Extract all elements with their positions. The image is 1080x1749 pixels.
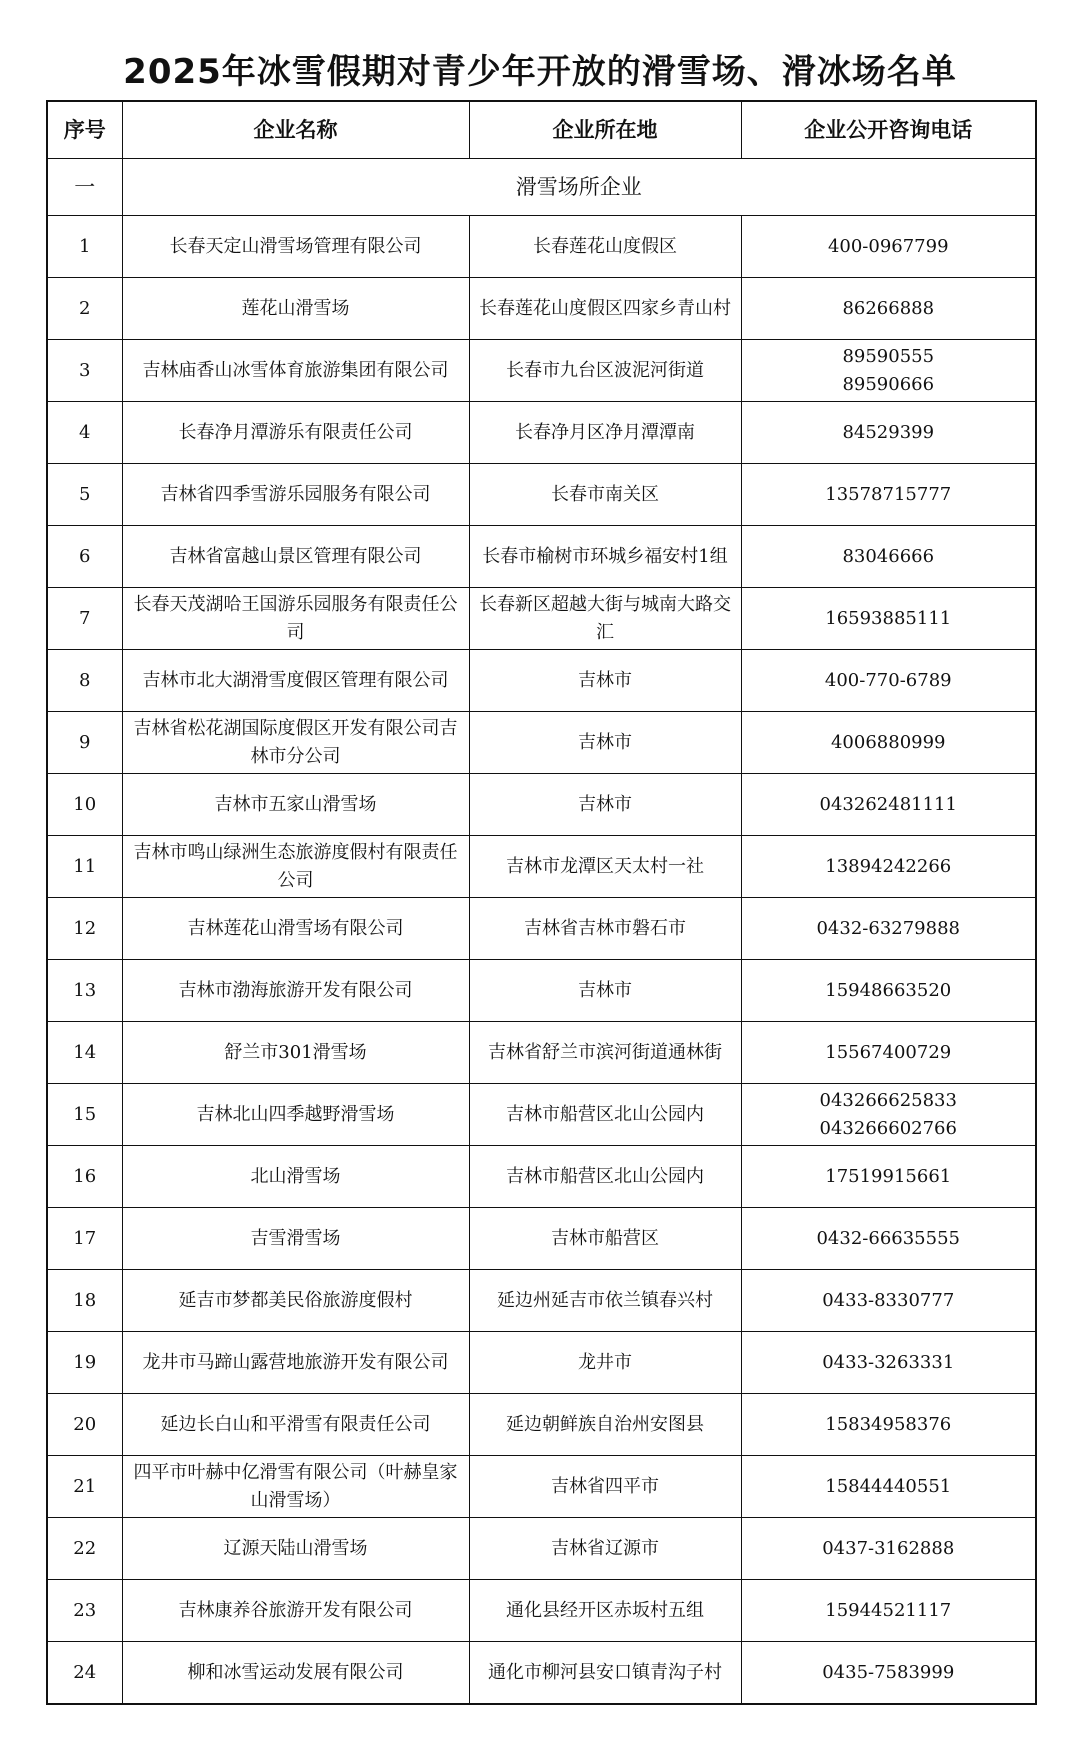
company-phone <box>741 526 1036 588</box>
company-name: 吉林康养谷旅游开发有限公司 <box>122 1580 469 1642</box>
row-index: 18 <box>47 1270 122 1332</box>
company-location: 吉林市龙潭区天太村一社 <box>469 836 741 898</box>
company-name: 吉林北山四季越野滑雪场 <box>122 1084 469 1146</box>
company-phone <box>741 650 1036 712</box>
row-index: 17 <box>47 1208 122 1270</box>
table-row <box>47 1084 1036 1146</box>
company-location: 吉林市 <box>469 960 741 1022</box>
table-row <box>47 1580 1036 1642</box>
table-row <box>47 1146 1036 1208</box>
company-name: 四平市叶赫中亿滑雪有限公司（叶赫皇家山滑雪场） <box>122 1456 469 1518</box>
row-index: 12 <box>47 898 122 960</box>
company-name: 莲花山滑雪场 <box>122 278 469 340</box>
phone-number: 16593885111 <box>825 607 952 629</box>
row-index: 13 <box>47 960 122 1022</box>
company-name: 长春天茂湖哈王国游乐园服务有限责任公司 <box>122 588 469 650</box>
row-index: 15 <box>47 1084 122 1146</box>
table-row <box>47 278 1036 340</box>
company-phone <box>741 464 1036 526</box>
company-location: 长春净月区净月潭潭南 <box>469 402 741 464</box>
company-location: 长春莲花山度假区 <box>469 216 741 278</box>
table-row <box>47 526 1036 588</box>
company-location: 吉林市 <box>469 712 741 774</box>
company-name: 延边长白山和平滑雪有限责任公司 <box>122 1394 469 1456</box>
phone-number: 0437-3162888 <box>822 1537 955 1559</box>
company-phone <box>741 1642 1036 1705</box>
company-name: 吉林市北大湖滑雪度假区管理有限公司 <box>122 650 469 712</box>
company-name: 吉林省富越山景区管理有限公司 <box>122 526 469 588</box>
row-index: 11 <box>47 836 122 898</box>
row-index: 6 <box>47 526 122 588</box>
company-location: 吉林省四平市 <box>469 1456 741 1518</box>
phone-number: 17519915661 <box>825 1165 952 1187</box>
phone-number: 84529399 <box>842 421 935 443</box>
table-row <box>47 898 1036 960</box>
row-index: 21 <box>47 1456 122 1518</box>
phone-number: 043262481111 <box>819 793 957 815</box>
company-phone <box>741 1332 1036 1394</box>
phone-number: 15944521117 <box>825 1599 952 1621</box>
phone-number: 15948663520 <box>825 979 952 1001</box>
row-index: 2 <box>47 278 122 340</box>
row-index: 20 <box>47 1394 122 1456</box>
company-location: 吉林市船营区北山公园内 <box>469 1146 741 1208</box>
company-phone <box>741 1456 1036 1518</box>
header-index: 序号 <box>47 101 122 159</box>
company-name: 吉林省松花湖国际度假区开发有限公司吉林市分公司 <box>122 712 469 774</box>
company-location: 长春市榆树市环城乡福安村1组 <box>469 526 741 588</box>
company-phone <box>741 402 1036 464</box>
company-location: 吉林省辽源市 <box>469 1518 741 1580</box>
section-label: 滑雪场所企业 <box>122 159 1036 216</box>
company-name: 吉林市鸣山绿洲生态旅游度假村有限责任公司 <box>122 836 469 898</box>
table-row <box>47 650 1036 712</box>
row-index: 3 <box>47 340 122 402</box>
company-name: 吉林庙香山冰雪体育旅游集团有限公司 <box>122 340 469 402</box>
company-phone <box>741 1022 1036 1084</box>
company-phone <box>741 774 1036 836</box>
phone-number: 0432-66635555 <box>816 1227 960 1249</box>
row-index: 5 <box>47 464 122 526</box>
company-location: 吉林省舒兰市滨河街道通林街 <box>469 1022 741 1084</box>
company-location: 长春新区超越大街与城南大路交汇 <box>469 588 741 650</box>
phone-number: 043266625833 <box>819 1089 957 1111</box>
table-row <box>47 836 1036 898</box>
row-index: 9 <box>47 712 122 774</box>
company-location: 通化市柳河县安口镇青沟子村 <box>469 1642 741 1705</box>
company-name: 吉雪滑雪场 <box>122 1208 469 1270</box>
company-name: 柳和冰雪运动发展有限公司 <box>122 1642 469 1705</box>
phone-number: 0435-7583999 <box>822 1661 955 1683</box>
company-phone <box>741 216 1036 278</box>
phone-number: 83046666 <box>842 545 935 567</box>
table-row <box>47 1022 1036 1084</box>
company-location: 长春莲花山度假区四家乡青山村 <box>469 278 741 340</box>
table-header-row <box>47 101 1036 159</box>
company-name: 长春净月潭游乐有限责任公司 <box>122 402 469 464</box>
phone-number: 4006880999 <box>830 731 946 753</box>
company-phone <box>741 1084 1036 1146</box>
company-location: 吉林市 <box>469 650 741 712</box>
ski-resort-table <box>46 100 1037 1705</box>
company-name: 延吉市梦都美民俗旅游度假村 <box>122 1270 469 1332</box>
company-location: 吉林市 <box>469 774 741 836</box>
row-index: 1 <box>47 216 122 278</box>
table-row <box>47 464 1036 526</box>
row-index: 14 <box>47 1022 122 1084</box>
company-name: 吉林市渤海旅游开发有限公司 <box>122 960 469 1022</box>
phone-number: 13578715777 <box>825 483 952 505</box>
company-location: 长春市九台区波泥河街道 <box>469 340 741 402</box>
company-location: 通化县经开区赤坂村五组 <box>469 1580 741 1642</box>
phone-number: 13894242266 <box>825 855 952 877</box>
table-row <box>47 588 1036 650</box>
company-location: 长春市南关区 <box>469 464 741 526</box>
company-phone <box>741 1146 1036 1208</box>
phone-number: 15834958376 <box>825 1413 952 1435</box>
company-location: 吉林省吉林市磐石市 <box>469 898 741 960</box>
row-index: 8 <box>47 650 122 712</box>
company-name: 辽源天陆山滑雪场 <box>122 1518 469 1580</box>
table-row <box>47 1394 1036 1456</box>
phone-number: 15567400729 <box>825 1041 952 1063</box>
page-title: 2025年冰雪假期对青少年开放的滑雪场、滑冰场名单 <box>123 52 957 92</box>
header-company-name: 企业名称 <box>122 101 469 159</box>
company-name: 吉林莲花山滑雪场有限公司 <box>122 898 469 960</box>
phone-number: 86266888 <box>842 297 935 319</box>
table-row <box>47 774 1036 836</box>
company-phone <box>741 960 1036 1022</box>
company-phone <box>741 1518 1036 1580</box>
phone-number: 89590666 <box>842 373 935 395</box>
company-location: 龙井市 <box>469 1332 741 1394</box>
company-phone <box>741 588 1036 650</box>
phone-number: 0432-63279888 <box>816 917 960 939</box>
company-name: 长春天定山滑雪场管理有限公司 <box>122 216 469 278</box>
company-location: 吉林市船营区 <box>469 1208 741 1270</box>
section-row <box>47 159 1036 216</box>
company-phone <box>741 712 1036 774</box>
row-index: 4 <box>47 402 122 464</box>
company-phone <box>741 278 1036 340</box>
company-name: 吉林省四季雪游乐园服务有限公司 <box>122 464 469 526</box>
table-row <box>47 1270 1036 1332</box>
company-phone <box>741 1394 1036 1456</box>
phone-number: 0433-8330777 <box>822 1289 955 1311</box>
table-row <box>47 216 1036 278</box>
company-location: 延边朝鲜族自治州安图县 <box>469 1394 741 1456</box>
section-index: 一 <box>47 159 122 216</box>
company-name: 龙井市马蹄山露营地旅游开发有限公司 <box>122 1332 469 1394</box>
table-row <box>47 402 1036 464</box>
company-location: 吉林市船营区北山公园内 <box>469 1084 741 1146</box>
row-index: 10 <box>47 774 122 836</box>
table-row <box>47 1642 1036 1705</box>
phone-number: 89590555 <box>842 345 935 367</box>
table-row <box>47 340 1036 402</box>
row-index: 23 <box>47 1580 122 1642</box>
phone-number: 0433-3263331 <box>822 1351 955 1373</box>
company-phone <box>741 1270 1036 1332</box>
phone-number: 400-770-6789 <box>824 669 952 691</box>
company-location: 延边州延吉市依兰镇春兴村 <box>469 1270 741 1332</box>
table-row <box>47 1332 1036 1394</box>
table-row <box>47 960 1036 1022</box>
row-index: 7 <box>47 588 122 650</box>
company-phone <box>741 1580 1036 1642</box>
company-name: 吉林市五家山滑雪场 <box>122 774 469 836</box>
table-row <box>47 1518 1036 1580</box>
table-row <box>47 1456 1036 1518</box>
header-location: 企业所在地 <box>469 101 741 159</box>
company-phone <box>741 1208 1036 1270</box>
table-row <box>47 1208 1036 1270</box>
row-index: 16 <box>47 1146 122 1208</box>
company-name: 北山滑雪场 <box>122 1146 469 1208</box>
row-index: 24 <box>47 1642 122 1705</box>
company-phone <box>741 836 1036 898</box>
row-index: 19 <box>47 1332 122 1394</box>
row-index: 22 <box>47 1518 122 1580</box>
company-name: 舒兰市301滑雪场 <box>122 1022 469 1084</box>
table-row <box>47 712 1036 774</box>
header-phone: 企业公开咨询电话 <box>741 101 1036 159</box>
company-phone <box>741 898 1036 960</box>
phone-number: 15844440551 <box>825 1475 952 1497</box>
phone-number: 400-0967799 <box>827 235 949 257</box>
phone-number: 043266602766 <box>819 1117 957 1139</box>
company-phone <box>741 340 1036 402</box>
